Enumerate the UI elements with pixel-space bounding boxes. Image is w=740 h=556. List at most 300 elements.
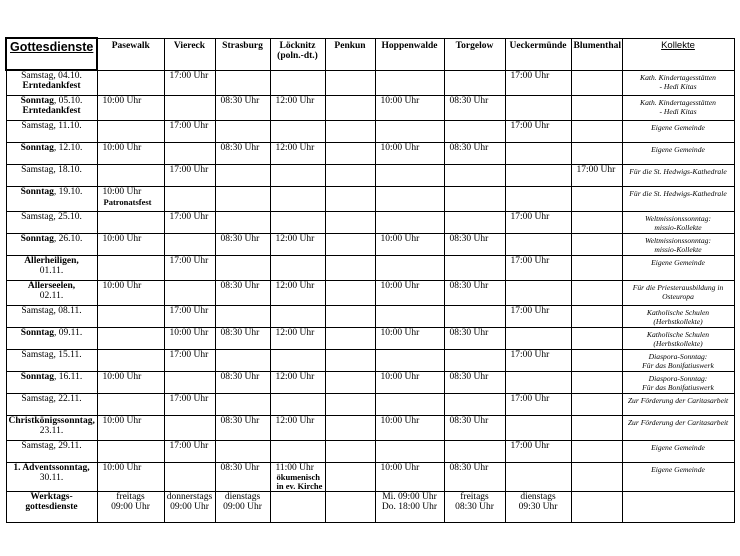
time-value: 10:00 Uhr xyxy=(380,233,420,244)
time-cell xyxy=(215,371,270,393)
kollekte-cell: Eigene Gemeinde xyxy=(622,440,734,462)
date-cell xyxy=(6,255,97,280)
time-cell xyxy=(505,415,571,440)
time-cell xyxy=(571,211,622,233)
time-value: 17:00 Uhr xyxy=(510,393,550,404)
time-value: 12:00 Uhr xyxy=(275,415,315,426)
time-cell xyxy=(444,233,505,255)
date-cell xyxy=(6,440,97,462)
date-label: , 04.10. xyxy=(53,71,82,81)
day-label: Samstag xyxy=(21,393,54,404)
feast-label: Erntedankfest xyxy=(22,105,81,116)
time-cell xyxy=(215,164,270,186)
time-cell xyxy=(375,255,444,280)
date-label: , 26.10. xyxy=(53,233,83,244)
time-note: ökumenisch in ev. Kirche xyxy=(276,471,323,491)
time-value: 17:00 Uhr xyxy=(169,349,209,360)
time-cell xyxy=(164,371,215,393)
day-label: Samstag xyxy=(21,120,54,131)
time-cell xyxy=(325,142,375,164)
time-cell xyxy=(215,70,270,95)
time-cell xyxy=(215,120,270,142)
kollekte-cell: Eigene Gemeinde xyxy=(622,255,734,280)
time-cell xyxy=(215,255,270,280)
date-cell xyxy=(6,120,97,142)
date-cell xyxy=(6,233,97,255)
time-value: 08:30 Uhr xyxy=(449,415,489,426)
time-cell xyxy=(375,327,444,349)
day-label: Allerseelen, xyxy=(27,280,76,291)
time-value: 17:00 Uhr xyxy=(510,120,550,131)
time-cell xyxy=(571,280,622,305)
table-row xyxy=(6,280,734,305)
time-value: 17:00 Uhr xyxy=(169,393,209,404)
time-value: 10:00 Uhr xyxy=(380,462,420,473)
time-value: 08:30 Uhr xyxy=(220,415,260,426)
kollekte-cell: Kath. Kindertagesstätten - Hedi Kitas xyxy=(622,95,734,120)
kollekte-cell: Für die St. Hedwigs-Kathedrale xyxy=(622,186,734,211)
time-cell xyxy=(375,440,444,462)
time-cell xyxy=(505,211,571,233)
table-row xyxy=(6,440,734,462)
time-cell xyxy=(270,393,325,415)
time-value: 17:00 Uhr xyxy=(576,164,616,175)
time-value: 17:00 Uhr xyxy=(510,349,550,360)
time-cell xyxy=(97,280,164,305)
time-cell xyxy=(444,440,505,462)
time-cell xyxy=(325,440,375,462)
date-cell xyxy=(6,349,97,371)
time-cell xyxy=(97,120,164,142)
time-value: 12:00 Uhr xyxy=(275,95,315,106)
time-value: 17:00 Uhr xyxy=(510,211,550,222)
time-value: 08:30 Uhr xyxy=(220,142,260,153)
time-cell xyxy=(164,415,215,440)
time-cell xyxy=(444,305,505,327)
time-cell xyxy=(375,70,444,95)
time-cell xyxy=(444,349,505,371)
time-cell xyxy=(375,371,444,393)
table-row xyxy=(6,255,734,280)
day-label: 1. Adventssonntag, xyxy=(13,462,90,473)
date-label: , 15.11. xyxy=(53,349,82,360)
date-cell xyxy=(6,186,97,211)
time-value: 17:00 Uhr xyxy=(169,164,209,175)
time-value: 08:30 Uhr xyxy=(449,233,489,244)
time-value: 17:00 Uhr xyxy=(169,70,209,81)
time-cell xyxy=(164,142,215,164)
time-cell xyxy=(375,142,444,164)
time-cell xyxy=(270,415,325,440)
time-cell xyxy=(164,164,215,186)
time-value: 17:00 Uhr xyxy=(510,305,550,316)
time-cell xyxy=(571,305,622,327)
time-cell xyxy=(505,305,571,327)
weekday-time-cell: dienstags 09:30 Uhr xyxy=(505,491,571,522)
time-cell xyxy=(505,393,571,415)
time-cell xyxy=(270,211,325,233)
time-value: 10:00 Uhr xyxy=(380,142,420,153)
time-cell xyxy=(571,70,622,95)
time-cell xyxy=(215,142,270,164)
time-cell xyxy=(215,211,270,233)
weekday-time-cell: donnerstags 09:00 Uhr xyxy=(164,491,215,522)
time-value: 10:00 Uhr xyxy=(102,95,142,106)
day-label: Sonntag xyxy=(20,95,54,106)
date-cell xyxy=(6,327,97,349)
day-label: Samstag xyxy=(21,71,54,81)
time-cell xyxy=(444,164,505,186)
time-cell xyxy=(164,233,215,255)
date-label: , 05.10. xyxy=(53,95,83,106)
time-cell xyxy=(571,371,622,393)
time-cell xyxy=(270,280,325,305)
time-cell xyxy=(375,305,444,327)
time-value: 12:00 Uhr xyxy=(275,280,315,291)
time-value: 17:00 Uhr xyxy=(510,70,550,81)
time-cell xyxy=(164,305,215,327)
time-cell xyxy=(571,120,622,142)
time-cell xyxy=(444,186,505,211)
table-row xyxy=(6,349,734,371)
time-cell xyxy=(571,349,622,371)
time-cell xyxy=(164,255,215,280)
date-cell xyxy=(6,393,97,415)
time-cell xyxy=(97,233,164,255)
time-value: 17:00 Uhr xyxy=(169,255,209,266)
time-cell xyxy=(97,393,164,415)
time-cell xyxy=(215,305,270,327)
time-cell xyxy=(375,120,444,142)
time-cell xyxy=(164,462,215,491)
time-cell xyxy=(444,371,505,393)
table-row xyxy=(6,164,734,186)
time-value: 17:00 Uhr xyxy=(510,440,550,451)
kollekte-cell: Zur Förderung der Caritasarbeit xyxy=(622,415,734,440)
time-value: 08:30 Uhr xyxy=(449,280,489,291)
weekday-time-cell xyxy=(571,491,622,522)
kollekte-cell: Katholische Schulen (Herbstkollekte) xyxy=(622,305,734,327)
time-cell xyxy=(270,164,325,186)
kollekte-cell: Für die St. Hedwigs-Kathedrale xyxy=(622,164,734,186)
time-cell xyxy=(215,462,270,491)
table-row xyxy=(6,233,734,255)
time-cell xyxy=(164,70,215,95)
time-cell xyxy=(375,164,444,186)
time-cell xyxy=(270,233,325,255)
header-row xyxy=(6,38,734,70)
time-value: 17:00 Uhr xyxy=(169,211,209,222)
time-value: 12:00 Uhr xyxy=(275,142,315,153)
time-value: 17:00 Uhr xyxy=(169,305,209,316)
time-cell xyxy=(97,95,164,120)
time-cell xyxy=(505,371,571,393)
day-label: Sonntag xyxy=(20,186,54,197)
date-cell xyxy=(6,95,97,120)
day-label: Sonntag xyxy=(20,233,54,244)
column-header: Ueckermünde xyxy=(505,38,571,70)
time-cell xyxy=(444,462,505,491)
time-cell xyxy=(571,462,622,491)
time-cell xyxy=(97,440,164,462)
time-cell xyxy=(270,186,325,211)
time-cell xyxy=(325,164,375,186)
kollekte-header: Kollekte xyxy=(622,38,734,70)
table-row xyxy=(6,211,734,233)
kollekte-cell: Kath. Kindertagesstätten - Hedi Kitas xyxy=(622,70,734,95)
day-label: Allerheiligen, xyxy=(24,255,79,266)
column-header: Torgelow xyxy=(444,38,505,70)
time-cell xyxy=(571,327,622,349)
time-value: 08:30 Uhr xyxy=(220,371,260,382)
time-cell xyxy=(571,233,622,255)
date-label: , 16.11. xyxy=(54,371,83,382)
time-cell xyxy=(97,349,164,371)
time-value: 08:30 Uhr xyxy=(449,371,489,382)
time-cell xyxy=(571,164,622,186)
column-header: Strasburg xyxy=(215,38,270,70)
table-row xyxy=(6,305,734,327)
time-cell xyxy=(325,211,375,233)
time-cell xyxy=(97,327,164,349)
date-cell xyxy=(6,371,97,393)
time-cell xyxy=(270,440,325,462)
day-label: Christkönigssonntag, xyxy=(8,415,95,426)
time-value: 10:00 Uhr xyxy=(102,462,142,473)
time-value: 11:00 Uhr xyxy=(275,462,314,473)
date-label: , 22.11. xyxy=(53,393,82,404)
time-cell xyxy=(270,120,325,142)
weekday-row xyxy=(6,491,734,522)
table-row xyxy=(6,186,734,211)
kollekte-cell: Eigene Gemeinde xyxy=(622,142,734,164)
date-label: , 25.10. xyxy=(53,211,82,222)
kollekte-cell: Diaspora-Sonntag: Für das Bonifatiuswerk xyxy=(622,349,734,371)
day-label: Samstag xyxy=(21,305,54,316)
day-label: Samstag xyxy=(21,440,54,451)
time-cell xyxy=(97,305,164,327)
time-cell xyxy=(164,95,215,120)
time-cell xyxy=(325,305,375,327)
date-label: , 19.10. xyxy=(53,186,83,197)
time-value: 10:00 Uhr xyxy=(102,415,142,426)
time-cell xyxy=(505,349,571,371)
time-cell xyxy=(505,255,571,280)
time-value: 08:30 Uhr xyxy=(449,142,489,153)
schedule-table xyxy=(5,37,735,523)
time-cell xyxy=(325,95,375,120)
date-label: , 12.10. xyxy=(53,142,83,153)
kollekte-cell: Weltmissionssonntag: missio-Kollekte xyxy=(622,211,734,233)
weekday-time-cell: freitags 08:30 Uhr xyxy=(444,491,505,522)
time-cell xyxy=(215,95,270,120)
date-cell xyxy=(6,211,97,233)
time-cell xyxy=(325,393,375,415)
time-cell xyxy=(375,349,444,371)
table-row xyxy=(6,393,734,415)
time-cell xyxy=(444,142,505,164)
time-cell xyxy=(505,440,571,462)
time-cell xyxy=(505,186,571,211)
time-value: 08:30 Uhr xyxy=(220,95,260,106)
time-cell xyxy=(444,211,505,233)
time-cell xyxy=(325,255,375,280)
time-cell xyxy=(164,211,215,233)
time-cell xyxy=(505,142,571,164)
date-label: , 11.10. xyxy=(53,120,82,131)
column-header: Pasewalk xyxy=(97,38,164,70)
day-label: Samstag xyxy=(21,211,54,222)
time-value: 10:00 Uhr xyxy=(102,186,142,197)
date-cell xyxy=(6,280,97,305)
time-cell xyxy=(571,142,622,164)
kollekte-cell: Zur Förderung der Caritasarbeit xyxy=(622,393,734,415)
time-cell xyxy=(215,186,270,211)
feast-label: Erntedankfest xyxy=(22,81,81,91)
time-value: 10:00 Uhr xyxy=(102,142,142,153)
page-title: Gottesdienste xyxy=(6,38,97,70)
time-cell xyxy=(505,327,571,349)
time-cell xyxy=(505,462,571,491)
time-cell xyxy=(375,233,444,255)
time-cell xyxy=(164,393,215,415)
time-value: 10:00 Uhr xyxy=(380,327,420,338)
column-header: Penkun xyxy=(325,38,375,70)
time-cell xyxy=(270,349,325,371)
date-cell xyxy=(6,305,97,327)
time-value: 17:00 Uhr xyxy=(169,120,209,131)
weekday-time-cell: freitags 09:00 Uhr xyxy=(97,491,164,522)
time-cell xyxy=(444,120,505,142)
time-cell xyxy=(325,462,375,491)
time-value: 17:00 Uhr xyxy=(510,255,550,266)
date-label: 01.11. xyxy=(39,265,64,276)
date-cell xyxy=(6,164,97,186)
kollekte-cell: Eigene Gemeinde xyxy=(622,462,734,491)
column-header: Hoppenwalde xyxy=(375,38,444,70)
date-cell xyxy=(6,415,97,440)
date-cell xyxy=(6,462,97,491)
time-cell xyxy=(444,255,505,280)
time-cell xyxy=(270,142,325,164)
time-cell xyxy=(97,255,164,280)
kollekte-cell: Eigene Gemeinde xyxy=(622,120,734,142)
time-cell xyxy=(505,70,571,95)
time-cell xyxy=(97,164,164,186)
time-cell xyxy=(164,349,215,371)
time-cell xyxy=(505,95,571,120)
time-value: 10:00 Uhr xyxy=(380,280,420,291)
time-cell xyxy=(270,70,325,95)
time-cell xyxy=(270,305,325,327)
time-cell xyxy=(215,440,270,462)
time-value: 08:30 Uhr xyxy=(220,233,260,244)
time-cell xyxy=(215,349,270,371)
time-value: 10:00 Uhr xyxy=(102,371,142,382)
column-header: Blumenthal xyxy=(571,38,622,70)
date-label: , 08.11. xyxy=(53,305,82,316)
time-value: 17:00 Uhr xyxy=(169,440,209,451)
time-value: 08:30 Uhr xyxy=(449,462,489,473)
time-cell xyxy=(444,70,505,95)
time-cell xyxy=(444,393,505,415)
time-cell xyxy=(444,280,505,305)
date-cell xyxy=(6,70,97,95)
date-label: 30.11. xyxy=(39,472,64,483)
time-cell xyxy=(571,415,622,440)
time-cell xyxy=(325,415,375,440)
table-row xyxy=(6,120,734,142)
day-label: Samstag xyxy=(21,349,54,360)
time-value: 12:00 Uhr xyxy=(275,233,315,244)
day-label: Sonntag xyxy=(20,371,55,382)
time-cell xyxy=(325,120,375,142)
table-row xyxy=(6,142,734,164)
time-cell xyxy=(444,415,505,440)
kollekte-cell xyxy=(622,491,734,522)
time-value: 10:00 Uhr xyxy=(380,371,420,382)
date-label: 02.11. xyxy=(39,290,64,301)
date-label: , 18.10. xyxy=(53,164,82,175)
date-label: , 29.11. xyxy=(53,440,82,451)
time-cell xyxy=(97,462,164,491)
kollekte-cell: Diaspora-Sonntag: Für das Bonifatiuswerk xyxy=(622,371,734,393)
kollekte-cell: Katholische Schulen (Herbstkollekte) xyxy=(622,327,734,349)
column-header: Viereck xyxy=(164,38,215,70)
weekday-time-cell: Mi. 09:00 Uhr Do. 18:00 Uhr xyxy=(375,491,444,522)
date-cell xyxy=(6,142,97,164)
table-row xyxy=(6,327,734,349)
time-cell xyxy=(375,393,444,415)
time-value: 08:30 Uhr xyxy=(220,462,260,473)
table-row xyxy=(6,462,734,491)
time-cell xyxy=(164,186,215,211)
date-label: , 09.11. xyxy=(54,327,83,338)
day-label: Samstag xyxy=(21,164,54,175)
time-value: 10:00 Uhr xyxy=(169,327,209,338)
time-value: 10:00 Uhr xyxy=(102,280,142,291)
time-cell xyxy=(97,211,164,233)
time-cell xyxy=(270,255,325,280)
time-value: 08:30 Uhr xyxy=(220,327,260,338)
table-row xyxy=(6,70,734,95)
weekday-time-cell xyxy=(325,491,375,522)
time-cell xyxy=(215,233,270,255)
time-cell xyxy=(571,393,622,415)
table-row xyxy=(6,415,734,440)
time-cell xyxy=(375,186,444,211)
time-cell xyxy=(325,280,375,305)
time-cell xyxy=(215,327,270,349)
time-value: 08:30 Uhr xyxy=(449,327,489,338)
time-value: 08:30 Uhr xyxy=(449,95,489,106)
time-value: 12:00 Uhr xyxy=(275,371,315,382)
time-cell xyxy=(270,95,325,120)
time-cell xyxy=(97,371,164,393)
day-label: Sonntag xyxy=(20,327,55,338)
time-cell xyxy=(325,233,375,255)
time-cell xyxy=(571,186,622,211)
time-cell xyxy=(97,70,164,95)
time-cell xyxy=(270,327,325,349)
time-value: 08:30 Uhr xyxy=(220,280,260,291)
table-row xyxy=(6,371,734,393)
weekday-time-cell xyxy=(270,491,325,522)
time-cell xyxy=(444,95,505,120)
time-cell xyxy=(375,95,444,120)
time-cell xyxy=(571,255,622,280)
kollekte-cell: Weltmissionssonntag: missio-Kollekte xyxy=(622,233,734,255)
